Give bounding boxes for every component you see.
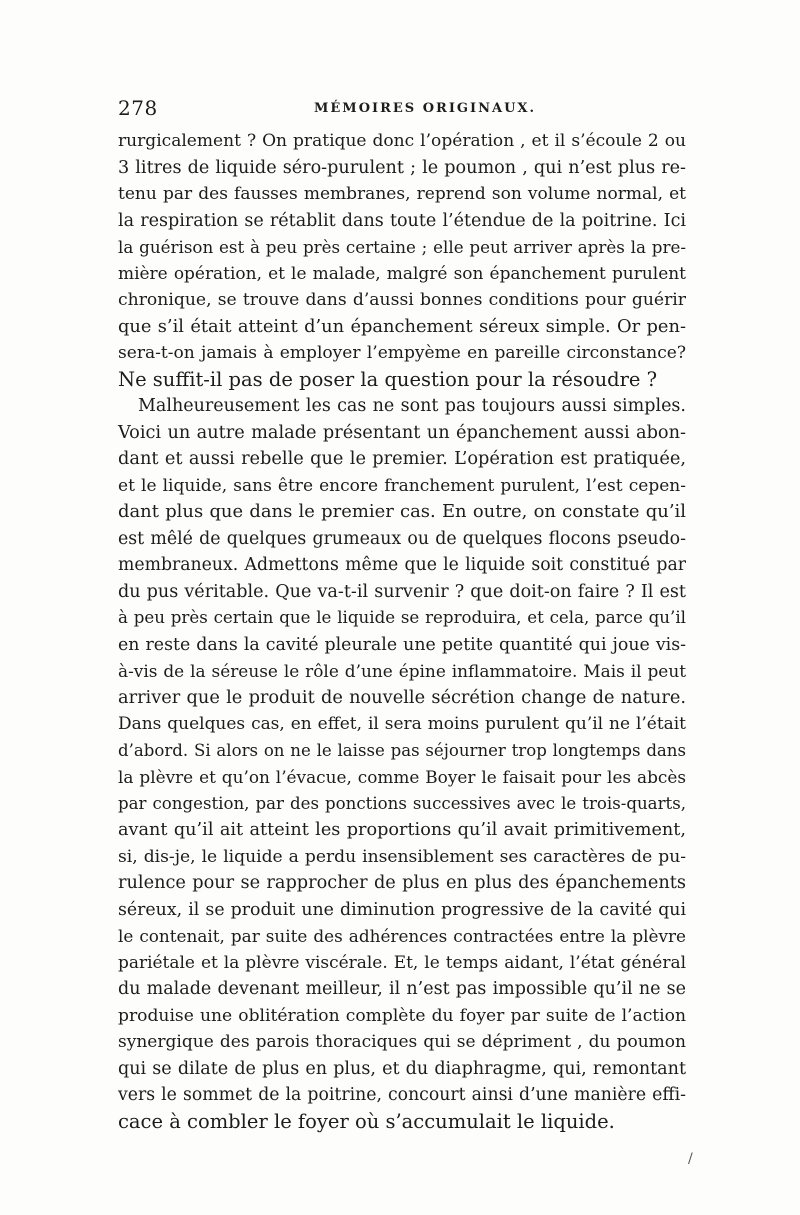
text-line: avant qu’il ait atteint les proportions qu’il avait primitivement,	[118, 820, 686, 840]
margin-mark: /	[688, 1151, 693, 1167]
text-line: pariétale et la plèvre viscérale. Et, le temps aidant, l’état général	[118, 952, 686, 973]
text-line: tenu par des fausses membranes, reprend son volume normal, et	[118, 184, 686, 204]
paragraph	[118, 128, 686, 393]
text-line: Voici un autre malade présentant un épanchement aussi abon-	[118, 422, 686, 443]
text-line: rulence pour se rapprocher de plus en plus des épanchements	[118, 873, 686, 893]
text-line: membraneux. Admettons même que le liquide soit constitué par	[118, 555, 686, 575]
text-line: à peu près certain que le liquide se reproduira, et cela, parce qu’il	[118, 608, 686, 627]
text-line: 3 litres de liquide séro-purulent ; le poumon , qui n’est plus re-	[118, 157, 686, 178]
text-line: sera-t-on jamais à employer l’empyème en pareille circonstance?	[118, 343, 686, 363]
text-line: produise une oblitération complète du foyer par suite de l’action	[118, 1005, 686, 1026]
text-line: du pus véritable. Que va-t-il survenir ? que doit-on faire ? Il est	[118, 581, 686, 602]
text-line: du malade devenant meilleur, il n’est pas impossible qu’il ne se	[118, 979, 686, 999]
text-line: chronique, se trouve dans d’aussi bonnes conditions pour guérir	[118, 290, 686, 310]
text-line: synergique des parois thoraciques qui se dépriment , du poumon	[118, 1032, 686, 1052]
text-line: en reste dans la cavité pleurale une petite quantité qui joue vis-	[118, 634, 686, 655]
text-line: dant et aussi rebelle que le premier. L’opération est pratiquée,	[118, 449, 686, 469]
text-line: arriver que le produit de nouvelle sécrétion change de nature.	[118, 687, 686, 708]
text-line: dant plus que dans le premier cas. En outre, on constate qu’il	[118, 501, 686, 522]
text-line: qui se dilate de plus en plus, et du diaphragme, qui, remontant	[118, 1058, 686, 1079]
text-line: et le liquide, sans être encore franchement purulent, l’est cepen-	[118, 475, 686, 496]
text-line: que s’il était atteint d’un épanchement séreux simple. Or pen-	[118, 315, 686, 337]
text-line: la respiration se rétablit dans toute l’étendue de la poitrine. Ici	[118, 210, 686, 231]
text-line: cace à combler le foyer où s’accumulait le liquide.	[118, 1109, 615, 1133]
page-header	[118, 96, 684, 124]
text-line: Ne suffit-il pas de poser la question pour la résoudre ?	[118, 367, 658, 391]
body-text	[118, 128, 686, 1135]
text-line: Malheureusement les cas ne sont pas toujours aussi simples.	[138, 396, 686, 416]
text-line: la guérison est à peu près certaine ; elle peut arriver après la pre-	[118, 237, 686, 257]
text-line: est mêlé de quelques grumeaux ou de quelques flocons pseudo-	[118, 528, 686, 549]
text-line: mière opération, et le malade, malgré son épanchement purulent	[118, 263, 686, 284]
text-line: rurgicalement ? On pratique donc l’opération , et il s’écoule 2 ou	[118, 131, 686, 151]
text-line: séreux, il se produit une diminution progressive de la cavité qui	[118, 899, 686, 920]
text-line: la plèvre et qu’on l’évacue, comme Boyer le faisait pour les abcès	[118, 767, 686, 787]
text-line: à-vis de la séreuse le rôle d’une épine inflammatoire. Mais il peut	[118, 661, 686, 681]
text-line: Dans quelques cas, en effet, il sera moins purulent qu’il ne l’était	[118, 714, 686, 734]
running-title: MÉMOIRES ORIGINAUX.	[314, 101, 537, 116]
text-line: par congestion, par des ponctions successives avec le trois-quarts,	[118, 793, 686, 813]
text-line: si, dis-je, le liquide a perdu insensiblement ses caractères de pu-	[118, 846, 686, 867]
text-line: vers le sommet de la poitrine, concourt ainsi d’une manière effi-	[118, 1085, 686, 1105]
text-line: le contenait, par suite des adhérences contractées entre la plèvre	[118, 926, 686, 946]
page-number: 278	[118, 96, 158, 120]
text-line: d’abord. Si alors on ne le laisse pas séjourner trop longtemps dans	[118, 740, 686, 760]
paragraph	[118, 393, 686, 1135]
